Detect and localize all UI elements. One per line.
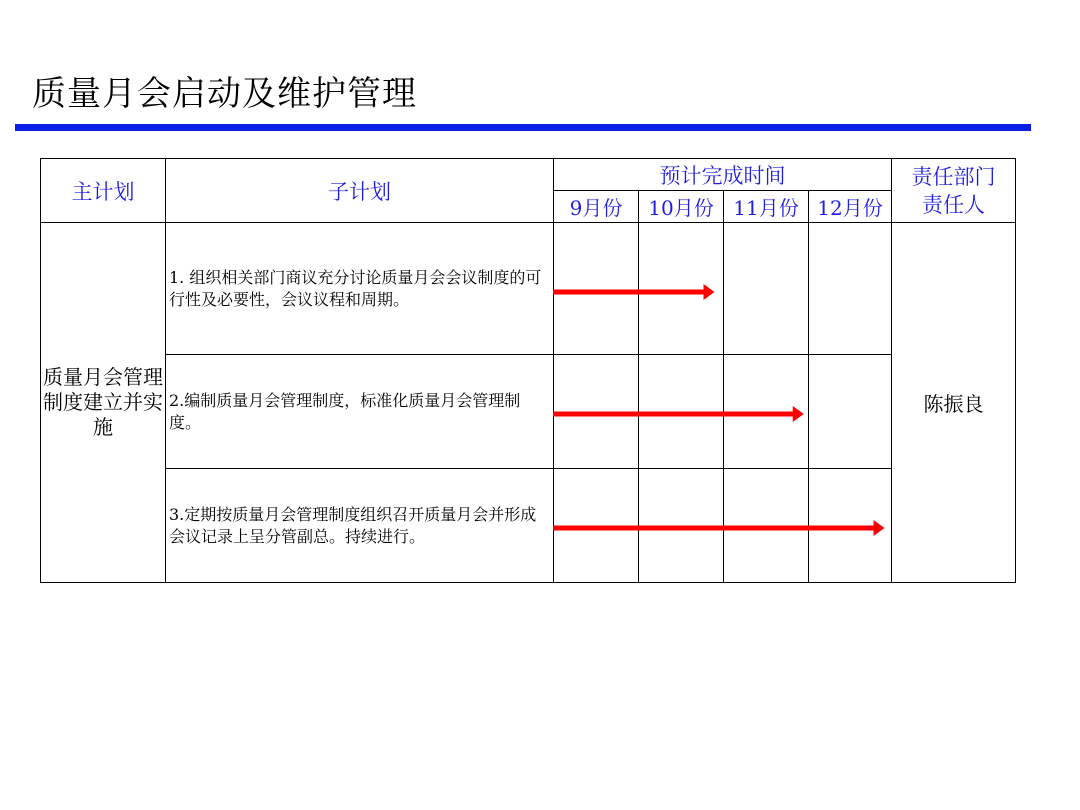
owner-cell: 陈振良	[891, 222, 1016, 583]
title-underline	[15, 124, 1031, 131]
progress-arrow-3	[40, 158, 1016, 583]
header-main-plan: 主计划	[40, 158, 166, 223]
page-title: 质量月会启动及维护管理	[32, 74, 417, 114]
header-month-10: 10月份	[638, 190, 724, 223]
header-schedule: 预计完成时间	[553, 158, 892, 191]
progress-arrow-head	[874, 520, 885, 536]
sub-plan-text-1: 1. 组织相关部门商议充分讨论质量月会会议制度的可行性及必要性，会议议程和周期。	[169, 267, 542, 309]
plan-table	[40, 158, 1016, 583]
header-responsible-dept: 责任部门	[911, 164, 996, 189]
main-plan-cell: 质量月会管理制度建立并实施	[40, 222, 166, 583]
header-month-11: 11月份	[723, 190, 809, 223]
header-sub-plan: 子计划	[165, 158, 554, 223]
header-month-12: 12月份	[808, 190, 892, 223]
header-month-9: 9月份	[553, 190, 639, 223]
sub-plan-text-2: 2.编制质量月会管理制度，标准化质量月会管理制度。	[169, 390, 521, 432]
sub-plan-text-3: 3.定期按质量月会管理制度组织召开质量月会并形成会议记录上呈分管副总。持续进行。	[169, 504, 537, 546]
header-responsible-person: 责任人	[922, 192, 985, 217]
